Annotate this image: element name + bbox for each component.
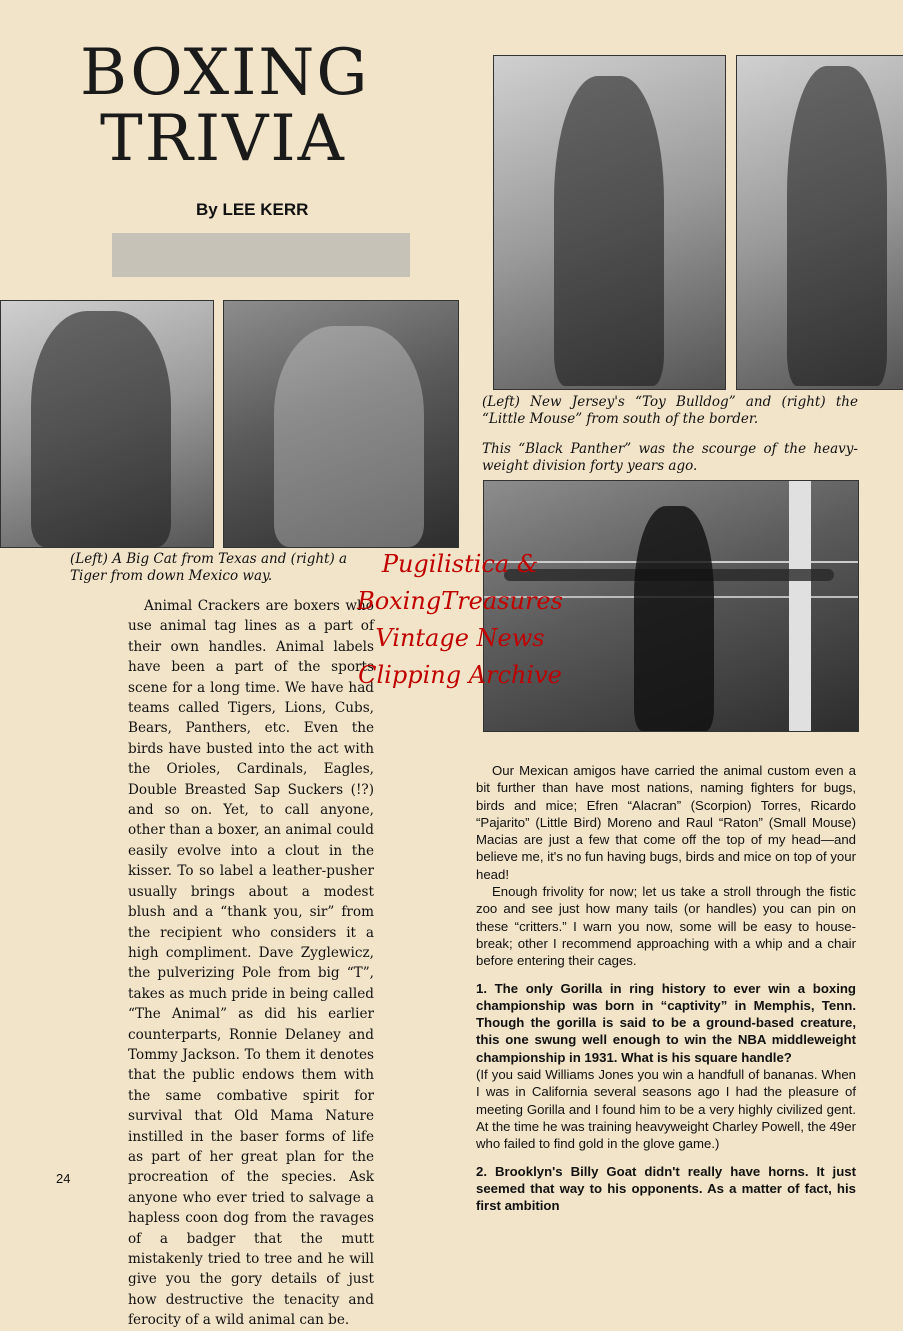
paragraph: Animal Crackers are boxers who use animal tag lines as a part of their own handles. Animal labels have been a part of the sports scene for a long time. We have had teams called Tigers, Lions, Cubs, Bears, Panthers, etc. Even the birds have busted into the act with the Orioles, Cardinals, Eagles, Double Breasted Sap Suckers (!?) and so on. Yet, to call anyone, other than a boxer, an animal could easily evolve into a clout in the kisser. To so label a leather-pusher usually brings about a modest blush and a “thank you, sir” from the recipient who considers it a high compliment. Dave Zyglewicz, the pulverizing Pole from big “T”, takes as much pride in being called “The Animal” as did his earlier counterparts, Ronnie Delaney and Tommy Jackson. To them it denotes that the public endows them with the same combative spirit for survival that Old Mama Nature instilled in the baser forms of life as part of her great plan for the procreation of the species. Ask anyone who ever tried to salvage a hapless coon dog from the ravages of a badger that the mutt mistakenly tried to tree and he will give you the gory details of just how destructive the tenacity and ferocity of a wild animal can be. (128, 598, 374, 1329)
photo-big-cat (0, 300, 214, 548)
watermark-line: Clipping Archive (358, 661, 562, 689)
watermark-line: Pugilistica & (381, 550, 539, 578)
trivia-question: 2. Brooklyn's Billy Goat didn't really have horns. It just seemed that way to his opponents. As a matter of fact, his first ambition (476, 1163, 856, 1214)
photo-tiger (223, 300, 459, 548)
article-body-right (476, 762, 856, 1214)
trivia-answer: (If you said Williams Jones you win a handfull of bananas. When I was in California several seasons ago I had the pleasure of meeting Gorilla and I found him to be a very highly civilized gent. At the time he was training heavyweight Charley Powell, the 49er who failed to find gold in the glove game.) (476, 1067, 856, 1152)
title-line-1: BOXING (80, 36, 370, 110)
caption-left-photos: (Left) A Big Cat from Texas and (right) a Tiger from down Mexico way. (70, 551, 348, 584)
watermark-line: BoxingTreasures (357, 587, 563, 615)
paragraph: Enough frivolity for now; let us take a stroll through the fistic zoo and see just how many tails (or handles) you can pin on these “critters.” I warn you now, some will be easy to house-break; other I recommend approaching with a whip and a chair before entering their cages. (476, 884, 856, 969)
caption-panther: This “Black Panther” was the scourge of the heavy-weight division forty years ago. (482, 441, 858, 474)
article-title (80, 36, 420, 176)
byline: By LEE KERR (196, 200, 309, 219)
article-body-left (128, 596, 374, 1331)
watermark-line: Vintage News (375, 624, 545, 652)
gray-banner (112, 233, 410, 277)
title-line-2: TRIVIA (100, 102, 346, 176)
page-number: 24 (56, 1171, 71, 1186)
photo-toy-bulldog (493, 55, 726, 390)
trivia-question: 1. The only Gorilla in ring history to ever win a boxing championship was born in “captivity” in Memphis, Tenn. Though the gorilla is said to be a ground-based creature, this one swung well enough to win the NBA middleweight championship in 1931. What is his square handle? (476, 980, 856, 1065)
paragraph: Our Mexican amigos have carried the animal custom even a bit further than have most nations, naming fighters for bugs, birds and mice; Efren “Alacran” (Scorpion) Torres, Ricardo “Pajarito” (Little Bird) Moreno and Raul “Raton” (Small Mouse) Macias are just a few that come off the top of my head—and believe me, it's no fun having bugs, birds and mice on top of your head! (476, 763, 856, 882)
caption-top-right: (Left) New Jersey's “Toy Bulldog” and (right) the “Little Mouse” from south of the border. (482, 394, 858, 427)
watermark (340, 546, 580, 694)
photo-little-mouse (736, 55, 903, 390)
